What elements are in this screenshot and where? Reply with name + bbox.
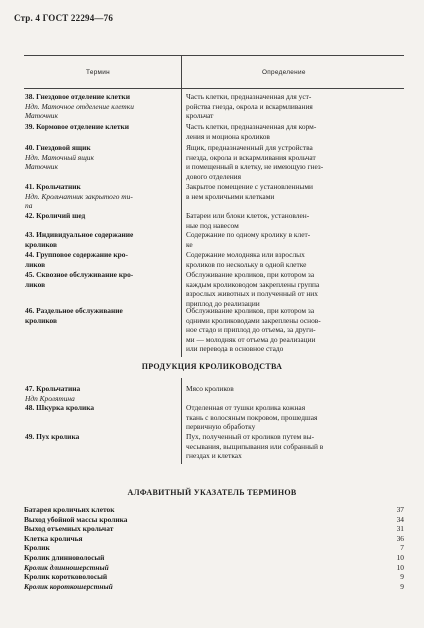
definition-47: Мясо кроликов <box>186 384 234 393</box>
definition-45: Обслуживание кроликов, при котором за каждым кролиководом закреплены группа взрослых животных и полученный от них приплод до реализации <box>186 270 320 308</box>
definition-49: Пух, полученный от кроликов путем вы- чесывания, выщипывания или собранный в гнездах и клетках <box>186 432 324 461</box>
section-title-products: ПРОДУКЦИЯ КРОЛИКОВОДСТВА <box>141 362 283 371</box>
term-43: 43. Индивидуальное содержание кроликов <box>25 230 134 249</box>
list-item: Выход отъемных крольчат 31 <box>24 524 404 534</box>
definition-43: Содержание по одному кролику в клет- ке <box>186 230 311 249</box>
term-45: 45. Сквозное обслуживание кро- ликов <box>25 270 134 289</box>
definition-40: Ящик, предназначенный для устройства гнезда, окрола и вскармливания крольчат и помещенный в клетку, не имеющую гнез- дового отделения <box>186 143 324 181</box>
table-top-rule <box>24 55 404 56</box>
index-title: АЛФАВИТНЫЙ УКАЗАТЕЛЬ ТЕРМИНОВ <box>127 488 297 497</box>
term-44: 44. Групповое содержание кро- ликов <box>25 250 128 269</box>
definition-42: Батареи или блоки клеток, установлен- ные под навесом <box>186 211 310 230</box>
term-41: 41. Крольчатник Ндп. Крольчатник закрытого ти- па <box>25 182 133 211</box>
definition-38: Часть клетки, предназначенная для уст- ройства гнезда, окрола и вскармливания крольчат <box>186 92 313 121</box>
table-head-rule <box>24 88 404 89</box>
definition-39: Часть клетки, предназначенная для корм- ления и моциона кроликов <box>186 122 317 141</box>
column-header-definition: Определение <box>262 69 306 76</box>
definition-46: Обслуживание кроликов, при котором за одними кролиководами закреплены основ- ное стадо и приплод до отъема, за други- ми — молодняк от отъема до реализации или перевода в основное стадо <box>186 306 321 354</box>
list-item: Кролик длинношерстный 10 <box>24 562 404 572</box>
definition-41: Закрытое помещение с установленными в нем кроличьими клетками <box>186 182 313 201</box>
term-48: 48. Шкурка кролика <box>25 403 95 412</box>
term-39: 39. Кормовое отделение клетки <box>25 122 130 131</box>
table-column-divider <box>181 55 182 357</box>
list-item: Клетка кроличья 36 <box>24 533 404 543</box>
term-40: 40. Гнездовой ящик Ндп. Маточный ящик Маточник <box>25 143 94 172</box>
list-item: Кролик длинноволосый 10 <box>24 552 404 562</box>
term-47: 47. Крольчатина Ндп Кролятина <box>25 384 81 403</box>
list-item: Кролик коротковолосый 9 <box>24 572 404 582</box>
page-header: Стр. 4 ГОСТ 22294—76 <box>14 13 114 23</box>
column-header-term: Термин <box>86 69 110 76</box>
list-item: Батарея кроличьих клеток 37 <box>24 505 404 514</box>
term-38: 38. Гнездовое отделение клетки Ндп. Маточное отделение клетки Маточник <box>25 92 134 121</box>
term-42: 42. Кроличий шед <box>25 211 86 220</box>
index-list <box>24 505 404 591</box>
section2-column-divider <box>181 378 182 464</box>
definition-44: Содержание молодняка или взрослых кроликов по нескольку в одной клетке <box>186 250 307 269</box>
list-item: Кролик короткошерстный 9 <box>24 581 404 591</box>
definition-48: Отделенная от тушки кролика кожная ткань с волосяным покровом, прошедшая первичную обработку <box>186 403 318 432</box>
list-item: Выход убойной массы кролика 34 <box>24 514 404 524</box>
list-item: Кролик 7 <box>24 543 404 553</box>
term-46: 46. Раздельное обслуживание кроликов <box>25 306 123 325</box>
term-49: 49. Пух кролика <box>25 432 80 441</box>
